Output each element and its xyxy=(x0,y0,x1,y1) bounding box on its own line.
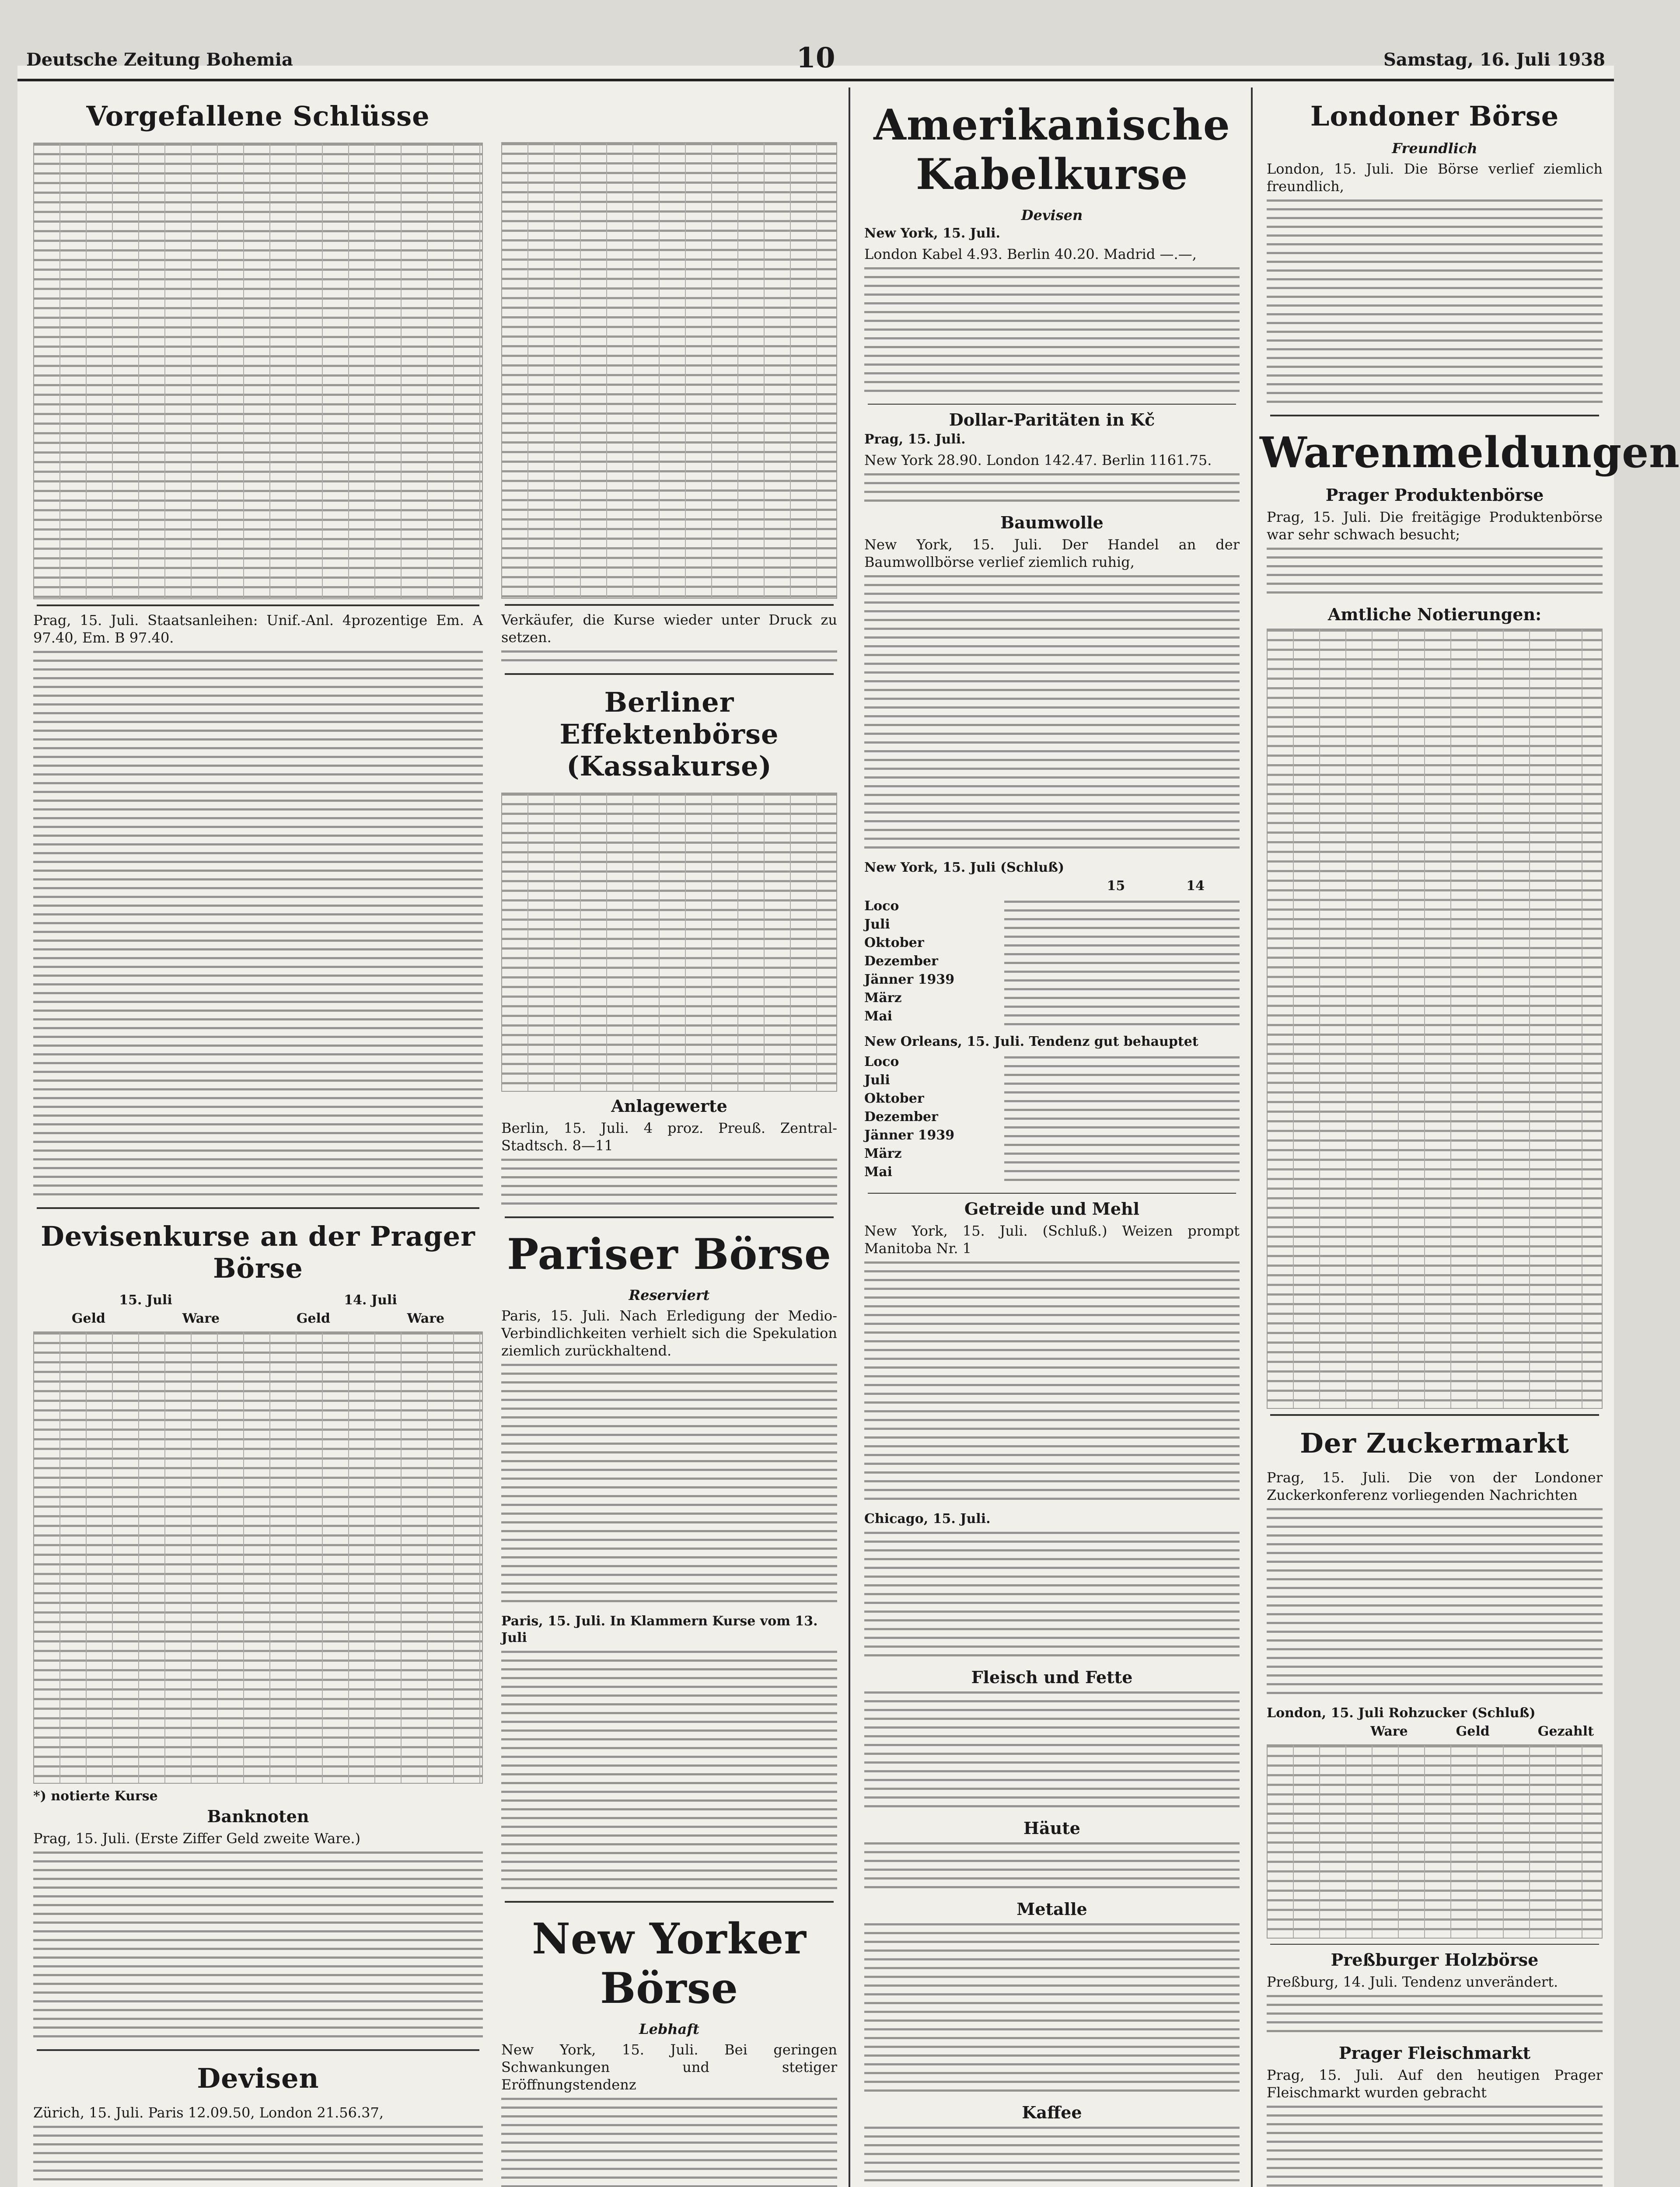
subsection-fleischmarkt: Prager Fleischmarkt xyxy=(1338,2043,1531,2063)
paris-text xyxy=(501,1364,837,1609)
month-label: März xyxy=(864,990,902,1006)
section-title-effektenboerse: Berliner Effektenbörse (Kassakurse) xyxy=(559,686,779,782)
section-title-zuckermarkt: Der Zuckermarkt xyxy=(1300,1427,1569,1459)
subsection-haeute: Häute xyxy=(1023,1818,1080,1838)
devisen-subheader: Geld xyxy=(71,1311,105,1326)
metalle-text xyxy=(864,1923,1240,2098)
column-header: Geld xyxy=(1456,1724,1490,1739)
month-label: Dezember xyxy=(864,1109,938,1125)
baumwolle-text xyxy=(864,575,1240,855)
anlagewerte-lead: Berlin, 15. Juli. 4 proz. Preuß. Zentral-Stadtsch. 8—11 xyxy=(501,1120,837,1154)
month-label: Juli xyxy=(864,917,890,932)
devisen-footnote: *) notierte Kurse xyxy=(33,1789,158,1804)
paris-tendency: Reserviert xyxy=(629,1287,710,1303)
masthead xyxy=(17,35,1614,74)
subsection-baumwolle: Baumwolle xyxy=(1000,513,1104,532)
paris-quotes-lead: Paris, 15. Juli. In Klammern Kurse vom 13. Juli xyxy=(501,1614,818,1645)
cotton-prices xyxy=(1004,901,1240,1027)
london-text xyxy=(1267,199,1603,409)
staatsanleihen-text xyxy=(33,651,483,1202)
section-title-schluesse: Vorgefallene Schlüsse xyxy=(86,100,430,132)
devisenkurse-table xyxy=(33,1331,483,1784)
dollar-text xyxy=(864,473,1240,508)
fleischmarkt-lead: Prag, 15. Juli. Auf den heutigen Prager Fleischmarkt wurden gebracht xyxy=(1267,2067,1603,2101)
ny-lead: New York, 15. Juli. Bei geringen Schwankungen und stetiger Eröffnungstendenz xyxy=(501,2041,837,2093)
subsection-amtliche-notierungen: Amtliche Notierungen: xyxy=(1327,604,1542,624)
month-label: Loco xyxy=(864,898,899,914)
month-label: Jänner 1939 xyxy=(864,1128,955,1143)
rohzucker-table xyxy=(1267,1744,1603,1939)
column-header: 15 xyxy=(1107,878,1125,894)
subsection-devisen: Devisen xyxy=(1021,207,1083,224)
banknoten-lead: Prag, 15. Juli. (Erste Ziffer Geld zweite Ware.) xyxy=(33,1830,361,1847)
column-middle xyxy=(494,94,844,2187)
section-title-warenmeldungen: Warenmeldungen xyxy=(1260,428,1680,477)
column-header: Gezahlt xyxy=(1537,1724,1594,1739)
dollar-dateline: Prag, 15. Juli. xyxy=(864,432,966,447)
fleischmarkt-text xyxy=(1267,2106,1603,2187)
haeute-text xyxy=(864,1842,1240,1895)
subsection-holzboerse: Preßburger Holzbörse xyxy=(1331,1950,1539,1970)
month-label: Dezember xyxy=(864,954,938,969)
holz-lead: Preßburg, 14. Juli. Tendenz unverändert. xyxy=(1267,1974,1558,1990)
month-label: Oktober xyxy=(864,1091,924,1106)
holz-text xyxy=(1267,1995,1603,2039)
dollar-first-line: New York 28.90. London 142.47. Berlin 1161.75. xyxy=(864,452,1212,468)
month-label: Juli xyxy=(864,1073,890,1088)
month-label: Mai xyxy=(864,1164,893,1180)
produkten-text xyxy=(1267,548,1603,600)
orleans-label: New Orleans, 15. Juli. Tendenz gut behauptet xyxy=(864,1034,1198,1049)
devisen-subheader: Ware xyxy=(182,1311,220,1326)
column-header: Ware xyxy=(1370,1724,1408,1739)
devisen-lead: Zürich, 15. Juli. Paris 12.09.50, London 21.56.37, xyxy=(33,2104,384,2121)
devisen-header-date-2: 14. Juli xyxy=(344,1293,397,1308)
month-label: Mai xyxy=(864,1009,893,1024)
banknoten-text xyxy=(33,1852,483,2044)
subsection-banknoten: Banknoten xyxy=(207,1806,309,1826)
page-number: 10 xyxy=(796,42,835,74)
section-title-devisen: Devisen xyxy=(197,2062,319,2094)
section-title-devisenkurse: Devisenkurse an der Prager Börse xyxy=(41,1220,475,1284)
section-title-newyorker-boerse: New Yorker Börse xyxy=(532,1914,807,2013)
month-label: Jänner 1939 xyxy=(864,972,955,987)
kabel-dateline: New York, 15. Juli. xyxy=(864,226,1000,241)
chicago-dateline: Chicago, 15. Juli. xyxy=(864,1511,991,1527)
kaffee-text xyxy=(864,2127,1240,2187)
devisen-subheader: Geld xyxy=(296,1311,330,1326)
kabel-first-line: London Kabel 4.93. Berlin 40.20. Madrid —.—, xyxy=(864,246,1197,262)
market-continued-lead: Verkäufer, die Kurse wieder unter Druck zu setzen. xyxy=(501,611,837,646)
section-title-pariser-boerse: Pariser Börse xyxy=(507,1230,831,1279)
london-lead: London, 15. Juli. Die Börse verlief ziemlich freundlich, xyxy=(1267,161,1603,195)
subsection-kaffee: Kaffee xyxy=(1022,2103,1082,2122)
fleisch-text xyxy=(864,1691,1240,1814)
effekten-table xyxy=(501,793,837,1092)
produkten-lead: Prag, 15. Juli. Die freitägige Produktenbörse war sehr schwach besucht; xyxy=(1267,509,1603,543)
devisen-text xyxy=(33,2126,483,2187)
subsection-fleisch-fette: Fleisch und Fette xyxy=(971,1667,1133,1687)
ny-text xyxy=(501,2098,837,2187)
devisen-subheader: Ware xyxy=(407,1311,445,1326)
staatsanleihen-lead: Prag, 15. Juli. Staatsanleihen: Unif.-Anl. 4prozentige Em. A 97.40, Em. B 97.40. xyxy=(33,612,483,646)
month-label: Loco xyxy=(864,1054,899,1069)
column-header: 14 xyxy=(1186,878,1205,894)
london-tendency: Freundlich xyxy=(1392,140,1477,157)
newspaper-name: Deutsche Zeitung Bohemia xyxy=(26,49,293,70)
getreide-lead: New York, 15. Juli. (Schluß.) Weizen prompt Manitoba Nr. 1 xyxy=(864,1223,1240,1257)
getreide-text xyxy=(864,1261,1240,1506)
ny-tendency: Lebhaft xyxy=(639,2021,699,2037)
chicago-text xyxy=(864,1532,1240,1663)
issue-date: Samstag, 16. Juli 1938 xyxy=(1383,49,1605,70)
london-zucker-label: London, 15. Juli Rohzucker (Schluß) xyxy=(1267,1705,1536,1721)
anlagewerte-text xyxy=(501,1159,837,1211)
subsection-anlagewerte: Anlagewerte xyxy=(611,1096,727,1116)
section-title-londoner-boerse: Londoner Börse xyxy=(1310,100,1559,132)
kabel-text xyxy=(864,267,1240,398)
column-right xyxy=(1260,94,1680,2187)
schluesse-table-continued xyxy=(501,142,837,599)
schluesse-table xyxy=(33,143,483,599)
notierungen-table xyxy=(1267,629,1603,1409)
column-rule xyxy=(849,87,850,2187)
section-title-kabelkurse: Amerikanische Kabelkurse xyxy=(873,100,1230,199)
baumwolle-lead: New York, 15. Juli. Der Handel an der Baumwollbörse verlief ziemlich ruhig, xyxy=(864,536,1240,570)
paris-lead: Paris, 15. Juli. Nach Erledigung der Medio-Verbindlichkeiten verhielt sich die Spekulation ziemlich zurückhaltend. xyxy=(501,1307,837,1359)
subsection-getreide: Getreide und Mehl xyxy=(964,1199,1140,1219)
month-label: Oktober xyxy=(864,935,924,950)
month-label: März xyxy=(864,1146,902,1161)
column-rule xyxy=(1251,87,1253,2187)
column-kabelkurse xyxy=(857,94,1247,2187)
column-left xyxy=(26,94,490,2187)
subsection-dollar-paritaeten: Dollar-Paritäten in Kč xyxy=(949,410,1155,430)
zucker-lead: Prag, 15. Juli. Die von der Londoner Zuckerkonferenz vorliegenden Nachrichten xyxy=(1267,1469,1603,1503)
zuckermarkt-text xyxy=(1267,1508,1603,1701)
subsection-produktenboerse: Prager Produktenbörse xyxy=(1325,485,1544,505)
paris-quotes-text xyxy=(501,1651,837,1896)
devisen-header-date-1: 15. Juli xyxy=(119,1293,172,1308)
subsection-metalle: Metalle xyxy=(1016,1899,1087,1919)
orleans-prices xyxy=(1004,1056,1240,1183)
masthead-rule xyxy=(17,79,1614,81)
ny-schluss-label: New York, 15. Juli (Schluß) xyxy=(864,860,1065,875)
